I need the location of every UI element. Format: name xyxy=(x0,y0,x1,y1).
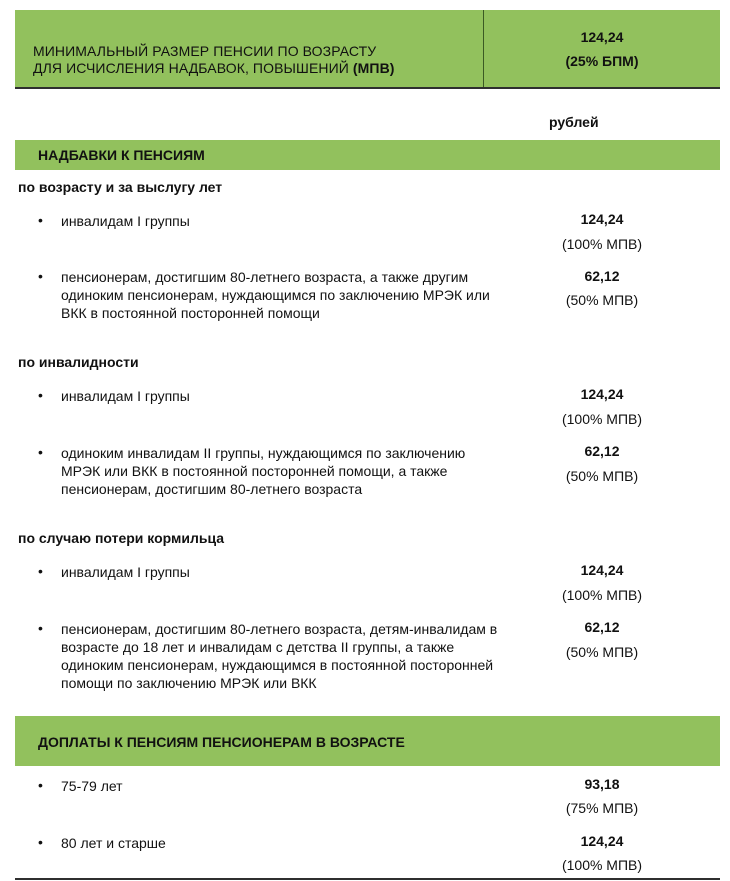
header-divider xyxy=(483,10,484,87)
bullet-icon: • xyxy=(38,387,43,403)
item-text: инвалидам I группы xyxy=(61,388,190,404)
group-title-survivor: по случаю потери кормильца xyxy=(18,530,225,546)
header-bottom-rule xyxy=(15,87,720,89)
bullet-icon: • xyxy=(38,268,43,284)
item-text: 75-79 лет xyxy=(61,778,123,794)
item-text: инвалидам I группы xyxy=(61,564,190,580)
bottom-rule xyxy=(15,878,720,880)
section-title-surcharges: НАДБАВКИ К ПЕНСИЯМ xyxy=(38,147,205,163)
item-percent: (100% МПВ) xyxy=(561,236,643,252)
item-percent: (100% МПВ) xyxy=(561,411,643,427)
item-value: 124,24 xyxy=(580,562,624,578)
item-text: 80 лет и старше xyxy=(61,835,166,851)
item-percent: (50% МПВ) xyxy=(565,644,639,660)
item-value: 62,12 xyxy=(584,619,620,635)
item-value: 124,24 xyxy=(580,386,624,402)
bullet-icon: • xyxy=(38,834,43,850)
item-percent: (100% МПВ) xyxy=(561,857,643,873)
item-text: пенсионерам, достигшим 80-летнего возраста, детям-инвалидам в возрасте до 18 лет и инвалидам с детства II группы, а также одиноким пенсионерам, нуждающимся в постоянной посторонней помощи по заключению МРЭК или ВКК xyxy=(61,621,498,691)
item-value: 62,12 xyxy=(584,443,620,459)
item-value: 124,24 xyxy=(580,833,624,849)
bullet-icon: • xyxy=(38,444,43,460)
header-title-line2 xyxy=(33,60,395,76)
header-value-note: (25% БПМ) xyxy=(565,53,639,69)
header-title-line2-text: ДЛЯ ИСЧИСЛЕНИЯ НАДБАВОК, ПОВЫШЕНИЙ xyxy=(33,60,353,76)
item-text: пенсионерам, достигшим 80-летнего возраста, а также другим одиноким пенсионерам, нуждающимся по заключению МРЭК или ВКК в постоянной посторонней помощи xyxy=(61,269,490,321)
item-text: одиноким инвалидам II группы, нуждающимся по заключению МРЭК или ВКК в постоянной посторонней помощи, а также пенсионерам, достигшим 80-летнего возраста xyxy=(61,445,466,497)
item-text: инвалидам I группы xyxy=(61,213,190,229)
item-percent: (100% МПВ) xyxy=(561,587,643,603)
bullet-icon: • xyxy=(38,777,43,793)
item-percent: (75% МПВ) xyxy=(565,800,639,816)
header-value: 124,24 xyxy=(580,29,624,45)
bullet-icon: • xyxy=(38,620,43,636)
item-value: 62,12 xyxy=(584,268,620,284)
bullet-icon: • xyxy=(38,212,43,228)
group-title-disability: по инвалидности xyxy=(18,354,139,370)
header-title-abbr: (МПВ) xyxy=(352,60,395,76)
item-percent: (50% МПВ) xyxy=(565,292,639,308)
header-title-line1: МИНИМАЛЬНЫЙ РАЗМЕР ПЕНСИИ ПО ВОЗРАСТУ xyxy=(33,43,377,59)
section-title-supplements: ДОПЛАТЫ К ПЕНСИЯМ ПЕНСИОНЕРАМ В ВОЗРАСТЕ xyxy=(38,734,405,750)
item-value: 93,18 xyxy=(584,776,620,792)
item-value: 124,24 xyxy=(580,211,624,227)
group-title-age-service: по возрасту и за выслугу лет xyxy=(18,179,223,195)
bullet-icon: • xyxy=(38,563,43,579)
unit-label: рублей xyxy=(549,114,599,130)
item-percent: (50% МПВ) xyxy=(565,468,639,484)
